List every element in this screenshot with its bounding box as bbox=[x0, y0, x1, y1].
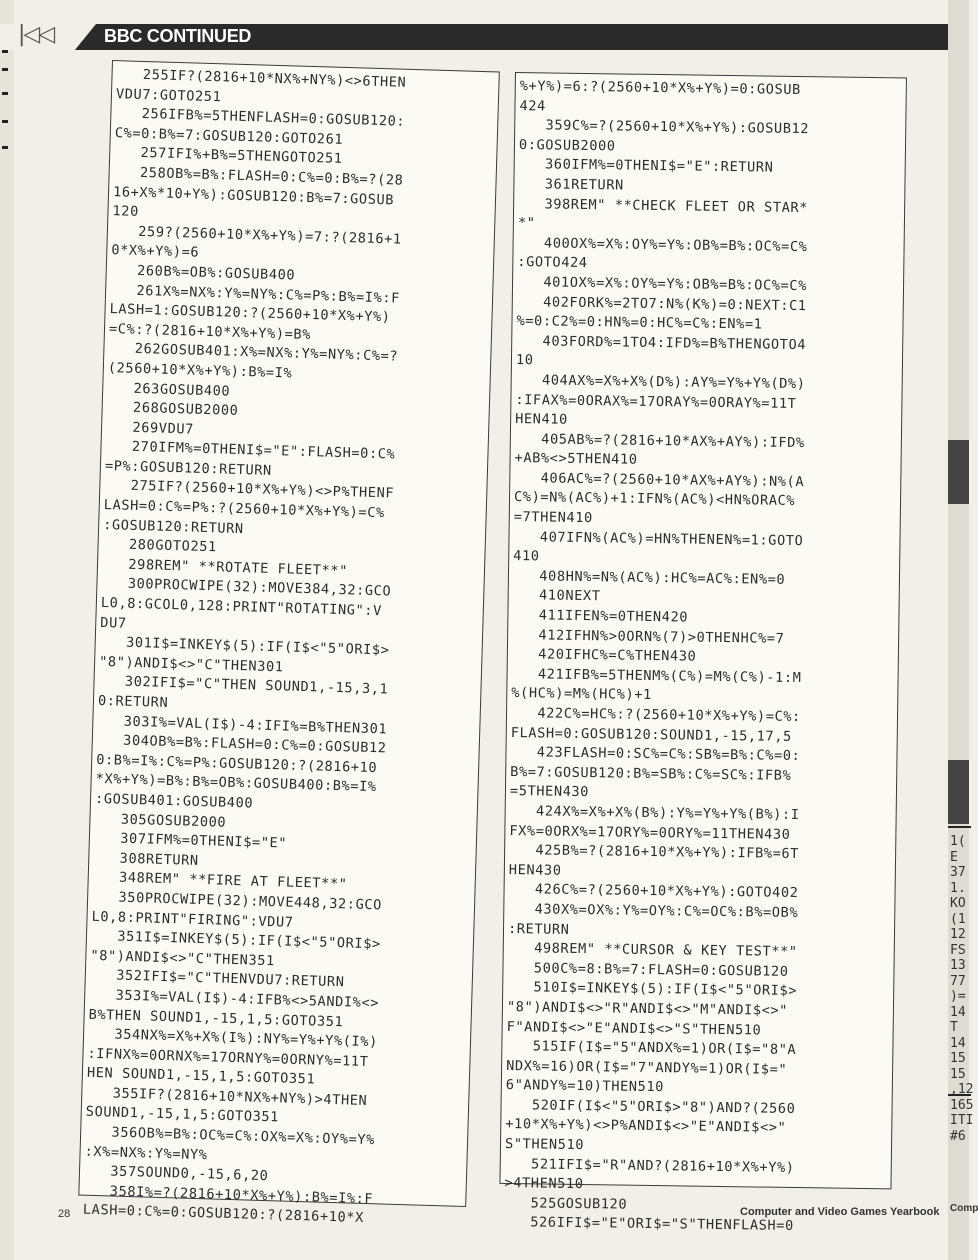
code-line: 304OB%=B%:FLASH=0:C%=0:GOSUB12 bbox=[96, 732, 387, 757]
code-line: 421IFB%=5THENM%(C%)=M%(C%)-1:M bbox=[511, 665, 802, 686]
code-line: 515IF(I$="5"ANDX%=1)OR(I$="8"A bbox=[506, 1038, 797, 1059]
code-line: NDX%=16)OR(I$="7"ANDY%=1)OR(I$=" bbox=[506, 1057, 788, 1078]
code-line: B%THEN SOUND1,-15,1,5:GOTO351 bbox=[88, 1006, 344, 1030]
code-line: 16+X%*10+Y%):GOSUB120:B%=7:GOSUB bbox=[112, 183, 395, 208]
code-line: "8")ANDI$<>"R"ANDI$<>"M"ANDI$<>" bbox=[506, 998, 789, 1019]
code-line: "8")ANDI$<>"C"THEN351 bbox=[90, 947, 276, 969]
code-line: 268GOSUB2000 bbox=[106, 399, 239, 419]
code-line: +10*X%+Y%)<>P%ANDI$<>"E"ANDI$<>" bbox=[505, 1116, 787, 1137]
code-line: 300PROCWIPE(32):MOVE384,32:GCO bbox=[101, 575, 392, 600]
code-line: 407IFN%(AC%)=HN%THENEN%=1:GOTO bbox=[513, 528, 804, 549]
code-line: 270IFM%=0THENI$="E":FLASH=0:C% bbox=[105, 438, 396, 463]
code-line: SOUND1,-15,1,5:GOTO351 bbox=[85, 1104, 280, 1126]
code-line: 261X%=NX%:Y%=NY%:C%=P%:B%=I%:F bbox=[109, 281, 401, 307]
code-line: 275IF?(2560+10*X%+Y%)<>P%THENF bbox=[104, 477, 395, 503]
code-line: 411IFEN%=0THEN420 bbox=[512, 607, 689, 626]
code-line: 410NEXT bbox=[512, 587, 601, 605]
code-line: C%)=N%(AC%)+1:IFN%(AC%)<HN%ORAC% bbox=[513, 489, 796, 510]
code-line: L0,8:GCOL0,128:PRINT"ROTATING":V bbox=[100, 594, 383, 620]
code-line: 354NX%=X%+X%(I%):NY%=Y%+Y%(I%) bbox=[87, 1025, 379, 1051]
code-line: 426C%=?(2560+10*X%+Y%):GOTO402 bbox=[508, 881, 799, 902]
code-line: LASH=1:GOSUB120:?(2560+10*X%+Y%) bbox=[109, 301, 391, 326]
code-line: 10 bbox=[515, 352, 534, 369]
publication-name: Computer and Video Games Yearbook bbox=[740, 1206, 940, 1218]
code-line: LASH=0:C%=P%:?(2560+10*X%+Y%)=C% bbox=[103, 497, 386, 522]
code-line: 6"ANDY%=10)THEN510 bbox=[505, 1077, 665, 1096]
code-line: 520IF(I$<"5"ORI$>"8")AND?(2560 bbox=[505, 1096, 796, 1117]
code-line: 298REM" **ROTATE FLEET**" bbox=[101, 555, 349, 580]
code-line: +AB%<>5THEN410 bbox=[514, 450, 638, 469]
code-line: 305GOSUB2000 bbox=[94, 810, 227, 831]
code-line: >4THEN510 bbox=[504, 1175, 584, 1193]
code-line: 0*X%+Y%)=6 bbox=[111, 242, 200, 262]
adjacent-page-edge bbox=[948, 0, 978, 1260]
code-line: 351I$=INKEY$(5):IF(I$<"5"ORI$> bbox=[90, 927, 382, 953]
code-line: 0:RETURN bbox=[97, 692, 169, 711]
code-line: %+Y%)=6:?(2560+10*X%+Y%)=0:GOSUB bbox=[519, 78, 801, 98]
code-line: 269VDU7 bbox=[105, 418, 195, 438]
code-line: 400OX%=X%:OY%=Y%:OB%=B%:OC%=C% bbox=[517, 234, 808, 255]
code-line: 361RETURN bbox=[518, 176, 624, 194]
code-line: 260B%=OB%:GOSUB400 bbox=[110, 261, 296, 284]
code-line: 303I%=VAL(I$)-4:IFI%=B%THEN301 bbox=[97, 712, 388, 738]
code-line: DU7 bbox=[100, 614, 127, 632]
page-number: 28 bbox=[58, 1208, 71, 1220]
code-line: HEN430 bbox=[508, 861, 562, 879]
code-line: (2560+10*X%+Y%):B%=I% bbox=[107, 359, 293, 382]
code-line: 348REM" **FIRE AT FLEET**" bbox=[92, 869, 348, 893]
code-line: 410 bbox=[513, 548, 540, 565]
code-line: 425B%=?(2816+10*X%+Y%):IFB%=6T bbox=[509, 842, 800, 863]
code-line: =C%:?(2816+10*X%+Y%)=B% bbox=[108, 320, 312, 343]
code-line: 403FORD%=1TO4:IFD%=B%THENGOTO4 bbox=[516, 332, 807, 353]
code-line: 521IFI$="R"AND?(2816+10*X%+Y%) bbox=[504, 1155, 795, 1176]
code-line: 308RETURN bbox=[93, 849, 199, 869]
code-line: *X%+Y%)=B%:B%=OB%:GOSUB400:B%=I% bbox=[95, 771, 377, 796]
code-line: 424 bbox=[519, 97, 546, 115]
code-line: VDU7:GOTO251 bbox=[115, 85, 222, 105]
code-line: "8")ANDI$<>"C"THEN301 bbox=[98, 653, 284, 676]
code-line: 307IFM%=0THENI$="E" bbox=[93, 829, 288, 852]
code-line: :IFAX%=0ORAX%=17ORAY%=0ORAY%=11T bbox=[515, 391, 797, 412]
code-line: S"THEN510 bbox=[504, 1136, 585, 1154]
code-line: HEN SOUND1,-15,1,5:GOTO351 bbox=[86, 1064, 316, 1088]
code-line: %(HC%)=M%(HC%)+1 bbox=[511, 685, 652, 704]
code-line: 280GOTO251 bbox=[102, 536, 218, 556]
code-line: 404AX%=X%+X%(D%):AY%=Y%+Y%(D%) bbox=[515, 371, 806, 392]
adjacent-page-bar bbox=[948, 440, 969, 504]
code-line: 120 bbox=[112, 203, 140, 221]
code-line: 401OX%=X%:OY%=Y%:OB%=B%:OC%=C% bbox=[516, 273, 808, 295]
code-line: 255IF?(2816+10*NX%+NY%)<>6THEN bbox=[116, 66, 407, 91]
back-arrows-icon: |◁◁ bbox=[18, 22, 54, 47]
program-listing-left bbox=[78, 60, 500, 1227]
code-line: 360IFM%=0THENI$="E":RETURN bbox=[518, 156, 774, 176]
code-line: 257IFI%+B%=5THENGOTO251 bbox=[114, 144, 343, 168]
page-gutter bbox=[0, 0, 14, 1260]
code-line: 510I$=INKEY$(5):IF(I$<"5"ORI$> bbox=[507, 979, 798, 1000]
code-line: F"ANDI$<>"E"ANDI$<>"S"THEN510 bbox=[506, 1018, 762, 1039]
code-line: FLASH=0:GOSUB120:SOUND1,-15,17,5 bbox=[510, 724, 792, 745]
code-line: =P%:GOSUB120:RETURN bbox=[104, 457, 273, 479]
code-line: LASH=0:C%=0:GOSUB120:?(2816+10*X bbox=[82, 1202, 365, 1227]
code-line: 263GOSUB400 bbox=[107, 379, 231, 400]
code-line: :RETURN bbox=[507, 920, 570, 938]
code-line: 258OB%=B%:FLASH=0:C%=0:B%=?(28 bbox=[113, 164, 404, 189]
code-line: %=0:C2%=0:HN%=0:HC%=C%:EN%=1 bbox=[516, 313, 763, 333]
code-line: 359C%=?(2560+10*X%+Y%):GOSUB12 bbox=[519, 117, 810, 138]
adjacent-page-footer: Comp bbox=[950, 1203, 978, 1214]
code-line: 406AC%=?(2560+10*AX%+AY%):N%(A bbox=[514, 469, 805, 490]
code-line: 353I%=VAL(I$)-4:IFB%<>5ANDI%<> bbox=[89, 986, 380, 1012]
code-line: 526IFI$="E"ORI$="S"THENFLASH=0 bbox=[503, 1214, 794, 1235]
code-line: 0:GOSUB2000 bbox=[518, 136, 616, 155]
code-line: 398REM" **CHECK FLEET OR STAR* bbox=[518, 195, 809, 216]
adjacent-page-bar bbox=[948, 760, 969, 824]
code-line: 355IF?(2816+10*NX%+NY%)>4THEN bbox=[86, 1084, 368, 1109]
code-line: 498REM" **CURSOR & KEY TEST**" bbox=[507, 940, 798, 961]
code-line: =7THEN410 bbox=[513, 509, 593, 527]
code-line: 408HN%=N%(AC%):HC%=AC%:EN%=0 bbox=[512, 567, 786, 588]
code-line: 423FLASH=0:SC%=C%:SB%=B%:C%=0: bbox=[510, 744, 801, 765]
code-line: 356OB%=B%:OC%=C%:OX%=X%:OY%=Y% bbox=[84, 1123, 376, 1149]
code-line: 302IFI$="C"THEN SOUND1,-15,3,1 bbox=[98, 673, 389, 698]
code-line: 350PROCWIPE(32):MOVE448,32:GCO bbox=[91, 888, 383, 914]
code-line: 420IFHC%=C%THEN430 bbox=[511, 646, 697, 665]
code-line: 352IFI$="C"THENVDU7:RETURN bbox=[89, 967, 345, 991]
code-line: *" bbox=[517, 215, 536, 232]
adjacent-page-listing-fragment: 1( E 37 1. KO (1 12 FS 13 77 )= 14 T 14 15 15 ,12 165 ITI #6 bbox=[948, 826, 971, 1096]
code-line: L0,8:PRINT"FIRING":VDU7 bbox=[91, 908, 294, 931]
code-line: 358I%=?(2816+10*X%+Y%):B%=I%:F bbox=[83, 1182, 374, 1208]
code-line: 256IFB%=5THENFLASH=0:GOSUB120: bbox=[115, 105, 406, 130]
code-line: :GOTO424 bbox=[517, 254, 588, 272]
code-line: 525GOSUB120 bbox=[504, 1194, 628, 1213]
code-line: B%=7:GOSUB120:B%=SB%:C%=SC%:IFB% bbox=[510, 763, 792, 784]
code-line: 430X%=OX%:Y%=OY%:C%=OC%:B%=OB% bbox=[508, 900, 799, 921]
code-line: 405AB%=?(2816+10*AX%+AY%):IFD% bbox=[514, 430, 805, 451]
code-line: 0:B%=I%:C%=P%:GOSUB120:?(2816+10 bbox=[96, 751, 378, 776]
code-line: 301I$=INKEY$(5):IF(I$<"5"ORI$> bbox=[99, 634, 390, 659]
code-line: 402FORK%=2TO7:N%(K%)=0:NEXT:C1 bbox=[516, 293, 807, 314]
code-line: :GOSUB120:RETURN bbox=[102, 516, 244, 537]
code-line: FX%=0ORX%=17ORY%=0ORY%=11THEN430 bbox=[509, 822, 791, 843]
code-line: 262GOSUB401:X%=NX%:Y%=NY%:C%=? bbox=[108, 340, 399, 365]
code-line: 422C%=HC%:?(2560+10*X%+Y%)=C%: bbox=[510, 705, 802, 726]
code-line: 357SOUND0,-15,6,20 bbox=[83, 1162, 269, 1185]
code-line: :IFNX%=0ORNX%=17ORNY%=0ORNY%=11T bbox=[87, 1045, 369, 1070]
code-line: 500C%=8:B%=7:FLASH=0:GOSUB120 bbox=[507, 959, 789, 980]
code-line: 424X%=X%+X%(B%):Y%=Y%+Y%(B%):I bbox=[509, 802, 800, 824]
code-line: C%=0:B%=7:GOSUB120:GOTO261 bbox=[114, 124, 344, 148]
code-line: 412IFHN%>0ORN%(7)>0THENHC%=7 bbox=[512, 626, 785, 647]
code-line: 259?(2560+10*X%+Y%)=7:?(2816+1 bbox=[111, 222, 402, 248]
code-line: :X%=NX%:Y%=NY% bbox=[84, 1143, 208, 1163]
code-line: HEN410 bbox=[515, 411, 568, 428]
code-line: =5THEN430 bbox=[509, 783, 590, 801]
code-line: :GOSUB401:GOSUB400 bbox=[94, 790, 254, 812]
section-title: BBC CONTINUED bbox=[104, 26, 252, 46]
